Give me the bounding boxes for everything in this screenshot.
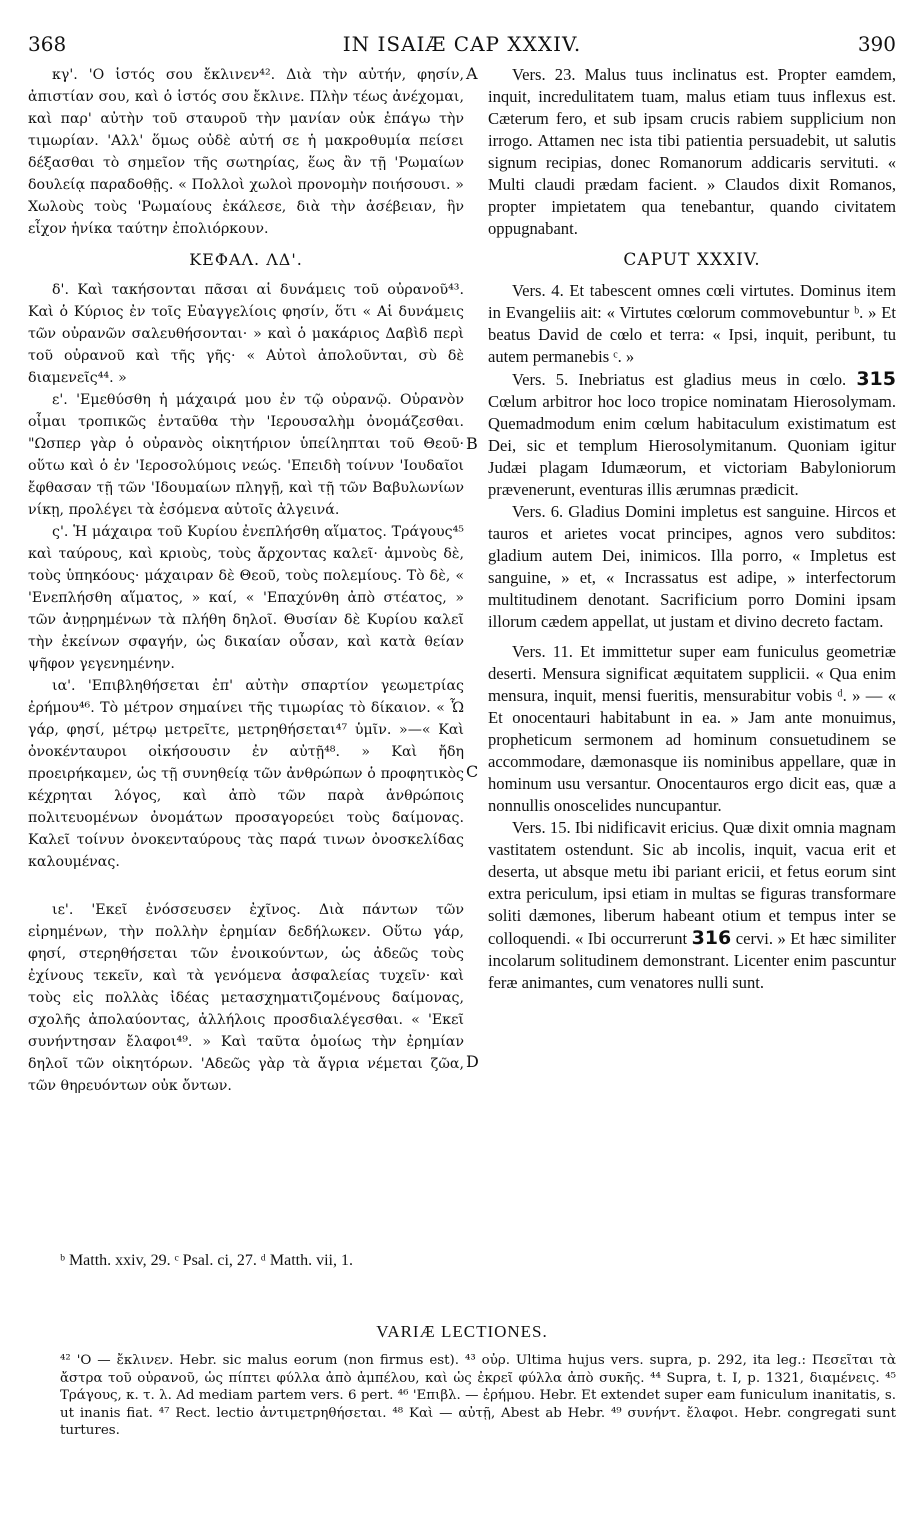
greek-chapter-heading: ΚΕΦΑΛ. ΛΔ'. bbox=[189, 250, 303, 269]
latin-verse-text: cervi. » Et hæc similiter incolarum solitudinem demonstrant. Licenter enim pascuntur feræ animantes, cum venatores nulli sunt. bbox=[488, 929, 896, 992]
greek-paragraph: κγ'. 'Ο ἱστός σου ἔκλινεν⁴². Διὰ τὴν αὐτήν, φησίν, ἀπιστίαν σου, καὶ ὁ ἱστός σου ἔκλινε. Πλὴν τέως ἀνέχομαι, καὶ παρ' αὐτὴν τοῦ σταυροῦ τὴν μανίαν οὐκ ἐπάγω τὴν τιμωρίαν. 'Αλλ' ὅμως οὐδὲ αὐτή σε ἡ μακροθυμία πείσει δέξασθαι τὸ σημεῖον τῆς σωτηρίας, ἕως ἂν τῇ 'Ρωμαίων δουλείᾳ παραδοθῇς. « Πολλοὶ χωλοὶ προνομὴν ποιήσουσι. » Χωλοὺς τοὺς 'Ρωμαίους ἐκάλεσε, διὰ τὴν ἀσέβειαν, ἣν εἶχον ἡνίκα ταύτην ἐπολιόρκουν. bbox=[28, 67, 464, 237]
column-number-315: 315 bbox=[856, 368, 896, 390]
greek-paragraph: ε'. 'Εμεθύσθη ἡ μάχαιρά μου ἐν τῷ οὐρανῷ. Οὐρανὸν οἶμαι τροπικῶς ἐνταῦθα τὴν 'Ιερουσαλὴμ ὀνομάζεσθαι. "Ωσπερ γὰρ ὁ οὐρανὸς οἰκητήριον ὑπείληπται τοῦ Θεοῦ· οὕτω καὶ ὁ ἐν 'Ιεροσολύμοις νεώς. 'Επειδὴ τοίνυν 'Ιουδαῖοι ἔφθασαν τῇ τῶν 'Ιδουμαίων πληγῇ, καὶ τῇ τῶν Βαβυλωνίων νίκῃ, προλέγει τὰ ἐσόμενα αὐτοῖς ἀλγεινά. bbox=[28, 392, 464, 518]
column-number-316: 316 bbox=[691, 927, 732, 949]
greek-paragraph: δ'. Καὶ τακήσονται πᾶσαι αἱ δυνάμεις τοῦ οὐρανοῦ⁴³. Καὶ ὁ Κύριος ἐν τοῖς Εὐαγγελίοις φησίν, ὅτι « Αἱ δυνάμεις τῶν οὐρανῶν σαλευθήσονται· » καὶ ὁ μακάριος Δαβὶδ περὶ τοῦ οὐρανοῦ καὶ τῆς γῆς· « Αὐτοὶ ἀπολοῦνται, σὺ δὲ διαμενεῖς⁴⁴. » bbox=[28, 282, 464, 386]
latin-column bbox=[488, 64, 896, 994]
right-page-number: 390 bbox=[857, 32, 896, 56]
column-marker-b: B bbox=[466, 434, 478, 453]
left-page-number: 368 bbox=[28, 32, 67, 56]
latin-paragraph: Vers. 23. Malus tuus inclinatus est. Propter eamdem, inquit, incredulitatem tuam, malus etiam tuus inflexus est. Cæterum fero, et sub ipsam crucis rabiem supplicium non irrogo. Attamen nec ista tibi patientia persuadebit, ut salutis signum recipias, donec Romanorum addicaris servituti. « Multi claudi prædam facient. » Claudos dixit Romanos, propter impietatem qua tenebantur, quando civitatem oppugnabant. bbox=[488, 65, 896, 238]
greek-paragraph: ια'. 'Επιβληθήσεται ἐπ' αὐτὴν σπαρτίον γεωμετρίας ἐρήμου⁴⁶. Τὸ μέτρον σημαίνει τῆς τιμωρίας τὸ δίκαιον. « Ὧ γάρ, φησί, μέτρῳ μετρεῖτε, μετρηθήσεται⁴⁷ ὑμῖν. »—« Καὶ ὀνοκένταυροι οἰκήσουσιν ἐν αὐτῇ⁴⁸. » Καὶ ἤδη προειρήκαμεν, ὡς τῇ συνηθείᾳ τῶν ἀνθρώπων ὁ προφητικὸς κέχρηται λόγος, καὶ ἀπὸ τῶν παρὰ ἀνθρώποις πολιτευομένων ὀνομάτων προσαγορεύει τοὺς δαίμονας. Καλεῖ τοίνυν ὀνοκενταύρους τὰς παρά τινων ὀνοσκελίδας καλουμένας. bbox=[28, 678, 464, 870]
latin-verse-text: Vers. 15. Ibi nidificavit ericius. Quæ dixit omnia magnam vastitatem ostendunt. Sic ab incolis, inquit, vacua erit et deserta, ut absque metu ibi pariant ericii, et fetus eorum sint extra periculum, ipsi etiam in multas se figuras transformare soliti dæmones, liberum habeant otium et tempus inter se colloquendi. « Ibi occurrerunt bbox=[488, 818, 896, 948]
greek-column bbox=[28, 64, 464, 1097]
latin-paragraph bbox=[488, 817, 896, 994]
variae-lectiones-title: VARIÆ LECTIONES. bbox=[376, 1322, 548, 1341]
column-marker-a: A bbox=[466, 64, 478, 83]
greek-paragraph: ιε'. 'Εκεῖ ἐνόσσευσεν ἐχῖνος. Διὰ πάντων τῶν εἰρημένων, τὴν πολλὴν ἐρημίαν δεδήλωκεν. Οὕτω γάρ, φησί, στερηθήσεται τῶν ἐνοικούντων, ὡς ἀδεῶς τοὺς ἐχίνους τεκεῖν, καὶ τὰ γενόμενα ἀσφαλείας τυχεῖν· καὶ τοὺς εἰς πολλὰς ἰδέας μετασχηματιζομένους δαίμονας, σχολῆς ἀπολαύοντας, ἀλλήλοις προσδιαλέγεσθαι. « 'Εκεῖ συνήντησαν ἔλαφοι⁴⁹. » Καὶ ταῦτα ὁμοίως τὴν ἐρημίαν δηλοῖ τῶν οἰκητόρων. 'Αδεῶς γὰρ τὰ ἄγρια νέμεται ζῶα, τῶν θηρευόντων οὐκ ὄντων. bbox=[28, 902, 464, 1094]
running-title: IN ISAIÆ CAP XXXIV. bbox=[342, 32, 582, 56]
column-marker-c: C bbox=[466, 762, 479, 781]
footnotes: ᵇ Matth. xxiv, 29. ᶜ Psal. ci, 27. ᵈ Matth. vii, 1. bbox=[60, 1252, 353, 1269]
latin-verse-text: Cœlum arbitror hoc loco tropice nominatam Hierosolymam. Quemadmodum enim cœlum habitaculum existimatum est Dei, sic et templum Hierosolymitanum. Quoniam igitur Judæi plagam Idumæorum, et victoriam Babyloniorum prævenerunt, eventuras illis ærumnas prædicit. bbox=[488, 392, 896, 499]
latin-verse-lemma: Vers. 5. Inebriatus est gladius meus in cœlo. bbox=[512, 370, 847, 389]
latin-paragraph: Vers. 4. Et tabescent omnes cœli virtutes. Dominus item in Evangeliis ait: « Virtutes cœlorum commovebuntur ᵇ. » Et beatus David de cœlo et terra: « Ipsi, inquit, peribunt, tu autem permanebis ᶜ. » bbox=[488, 281, 896, 366]
variae-lectiones-text: ⁴² 'Ο — ἔκλινεν. Hebr. sic malus eorum (non firmus est). ⁴³ οὐρ. Ultima hujus vers. supra, p. 292, ita leg.: Πεσεῖται τὰ ἄστρα τοῦ οὐρανοῦ, ὡς πίπτει φύλλα ἀπὸ ἀμπέλου, καὶ ὡς ἐκρεῖ φύλλα ἀπὸ συκῆς. ⁴⁴ Supra, t. I, p. 1321, διαμένεις. ⁴⁵ Τράγους, κ. τ. λ. Ad mediam partem vers. 6 pert. ⁴⁶ 'Επιβλ. — ἐρήμου. Hebr. Et extendet super eam funiculum inanitatis, s. ut inanis fiat. ⁴⁷ Rect. lectio ἀντιμετρηθήσεται. ⁴⁸ Καὶ — αὐτῇ, Abest ab Hebr. ⁴⁹ συνήντ. ἔλαφοι. Hebr. congregati sunt turtures. bbox=[60, 1353, 896, 1438]
latin-paragraph: Vers. 6. Gladius Domini impletus est sanguine. Hircos et tauros et arietes vocat principes, agnos vero subditos: gladium autem Dei, inimicos. Illa porro, « Impletus est sanguine, » et, « Incrassatus est adipe, » interfectorum multitudinem denotant. Sacrificium porro Domini ipsam illorum cædem appellat, ut justam et divino decreto factam. bbox=[488, 502, 896, 631]
column-marker-d: D bbox=[466, 1052, 479, 1071]
latin-paragraph bbox=[488, 368, 896, 501]
latin-paragraph: Vers. 11. Et immittetur super eam funiculus geometriæ deserti. Mensura significat æquitatem supplicii. « Qua enim mensura, inquit, mensi fueritis, mensurabitur vobis ᵈ. » — « Et onocentauri habitabunt in ea. » Jam ante monuimus, propheticum sermonem ad hominum consuetudinem se accommodare, dæmonasque iis nominibus appellare, quæ in hominum usu versantur. Onocentauros ergo dicit eas, quæ a nonnullis onoscelides nuncupantur. bbox=[488, 642, 896, 815]
latin-chapter-heading: CAPUT XXXIV. bbox=[623, 250, 761, 270]
greek-paragraph: ς'. Ἡ μάχαιρα τοῦ Κυρίου ἐνεπλήσθη αἵματος. Τράγους⁴⁵ καὶ ταύρους, καὶ κριοὺς, τοὺς ἄρχοντας καλεῖ· ἀμνοὺς δὲ, τοὺς ὑπηκόους· μάχαιραν δὲ Θεοῦ, τοὺς πολεμίους. Τὸ δὲ, « 'Ενεπλήσθη αἵματος, » καί, « 'Επαχύνθη ἀπὸ στέατος, » τῶν ἀνῃρημένων τὰ πλήθη δηλοῖ. Θυσίαν δὲ Κυρίου καλεῖ τὴν ἐκείνων σφαγήν, ὡς δικαίαν οὖσαν, καὶ κατὰ θείαν ψῆφον γεγενημένην. bbox=[28, 524, 464, 672]
page-header bbox=[28, 32, 896, 62]
